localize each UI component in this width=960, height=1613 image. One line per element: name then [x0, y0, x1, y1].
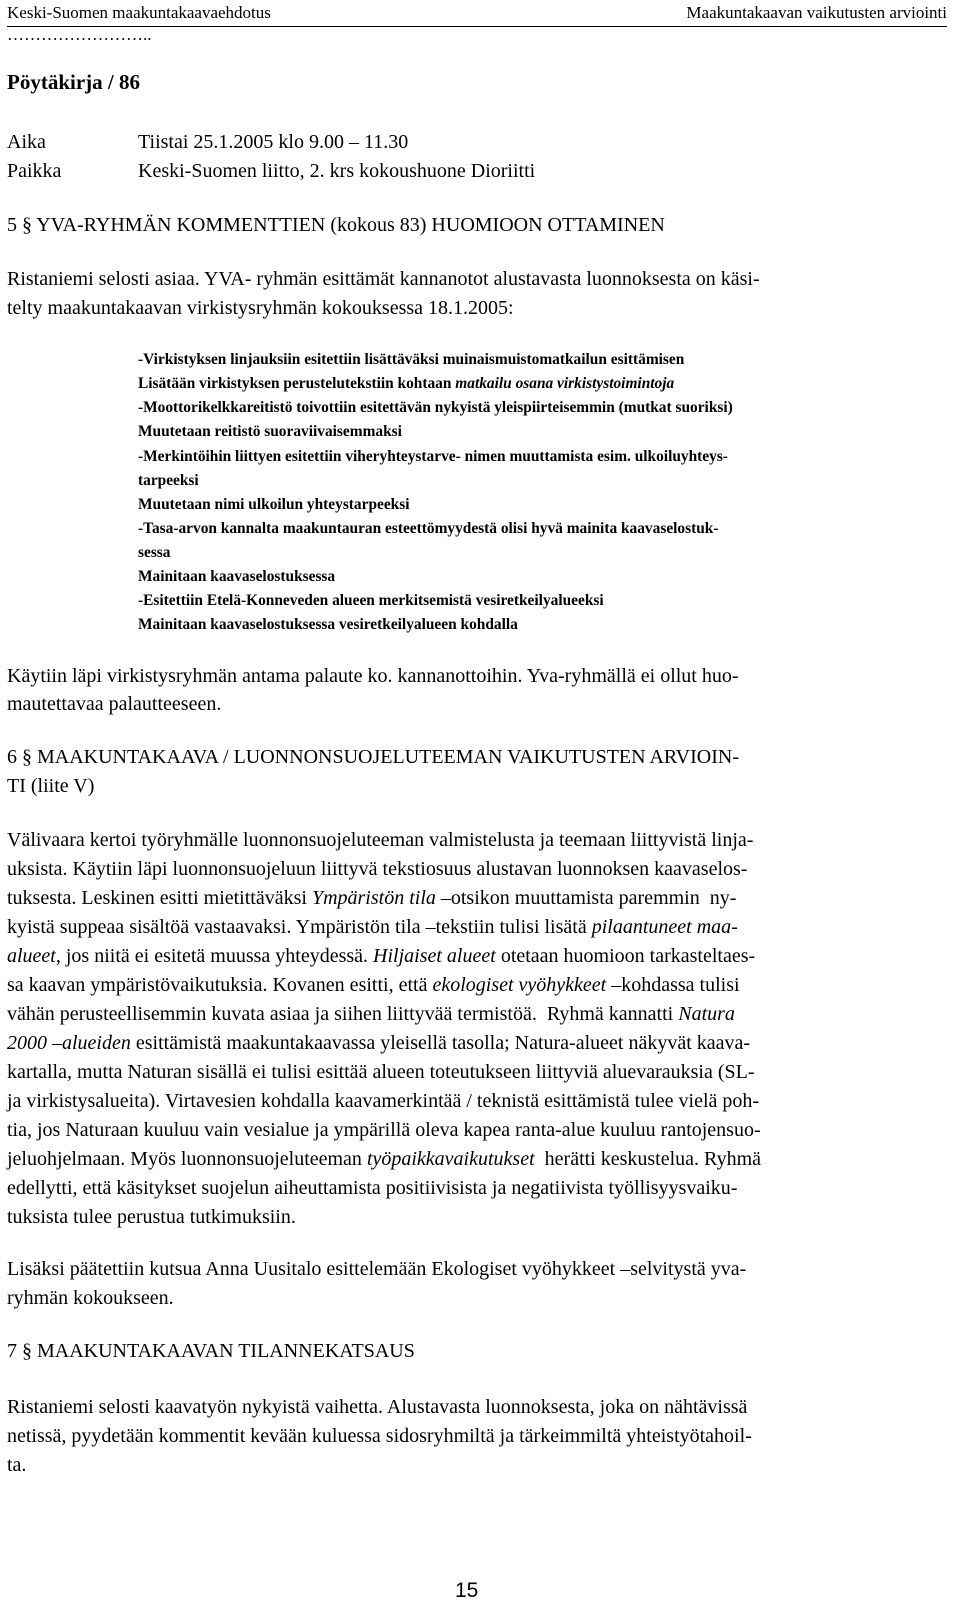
section-6-paragraph-2-line: Lisäksi päätettiin kutsua Anna Uusitalo esittelemään Ekologiset vyöhykkeet –selvitystä yva-	[7, 1258, 747, 1280]
list-line: Mainitaan kaavaselostuksessa	[138, 568, 336, 585]
section-5-heading: 5 § YVA-RYHMÄN KOMMENTTIEN (kokous 83) HUOMIOON OTTAMINEN	[7, 214, 665, 236]
meta-time-value: Tiistai 25.1.2005 klo 9.00 – 11.30	[138, 131, 409, 153]
list-line: -Virkistyksen linjauksiin esitettiin lisättäväksi muinaismuistomatkailun esittämisen	[138, 351, 685, 368]
section-6-line: tia, jos Naturaan kuuluu vain vesialue ja ympärillä oleva kapea ranta-alue kuuluu rantojensuo-	[7, 1119, 761, 1141]
document-title: Pöytäkirja / 86	[7, 70, 140, 94]
meta-time-label: Aika	[7, 131, 46, 153]
section-6-line: ja virkistysalueita). Virtavesien kohdalla kaavamerkintää / teknistä esittämistä tulee vielä poh-	[7, 1090, 760, 1112]
section-6-line: edellytti, että käsitykset suojelun aiheuttamista positiivisista ja negatiivista työllisyysvaiku-	[7, 1177, 738, 1199]
section-5-closing-line: Käytiin läpi virkistysryhmän antama palaute ko. kannanottoihin. Yva-ryhmällä ei ollut huo-	[7, 665, 739, 687]
section-7-heading: 7 § MAAKUNTAKAAVAN TILANNEKATSAUS	[7, 1340, 415, 1362]
list-line: -Merkintöihin liittyen esitettiin viheryhteystarve- nimen muuttamista esim. ulkoiluyhteys-	[138, 448, 728, 465]
section-6-line: vähän perusteellisemmin kuvata asiaa ja siihen liittyvää termistöä. Ryhmä kannatti Natura	[7, 1003, 735, 1025]
section-6-line: tuksista tulee perustua tutkimuksiin.	[7, 1206, 296, 1228]
section-6-line: 2000 –alueiden esittämistä maakuntakaavassa yleisellä tasolla; Natura-alueet näkyvät kaava-	[7, 1032, 751, 1054]
header-left: Keski-Suomen maakuntakaavaehdotus ……………………..	[7, 3, 271, 44]
list-line: Muutetaan nimi ulkoilun yhteystarpeeksi	[138, 496, 410, 513]
section-6-line: jeluohjelmaan. Myös luonnonsuojeluteeman työpaikkavaikutukset herätti keskustelua. Ryhmä	[7, 1148, 762, 1170]
list-line: tarpeeksi	[138, 472, 199, 489]
meta-place-label: Paikka	[7, 160, 62, 182]
section-6-line: alueet, jos niitä ei esitetä muussa yhteydessä. Hiljaiset alueet otetaan huomioon tarkasteltaes-	[7, 945, 756, 967]
running-header	[7, 2, 947, 44]
section-6-heading: TI (liite V)	[7, 775, 95, 797]
meta-place-value: Keski-Suomen liitto, 2. krs kokoushuone Dioriitti	[138, 160, 536, 182]
section-6-heading: 6 § MAAKUNTAKAAVA / LUONNONSUOJELUTEEMAN VAIKUTUSTEN ARVIOIN-	[7, 746, 739, 768]
list-line: -Tasa-arvon kannalta maakuntauran esteettömyydestä olisi hyvä mainita kaavaselostuk-	[138, 520, 719, 537]
section-7-line: Ristaniemi selosti kaavatyön nykyistä vaihetta. Alustavasta luonnoksesta, joka on nähtävissä	[7, 1396, 748, 1418]
section-6-paragraph-2-line: ryhmän kokoukseen.	[7, 1287, 174, 1309]
list-line: Lisätään virkistyksen perustelutekstiin kohtaan matkailu osana virkistystoimintoja	[138, 375, 675, 392]
section-5-intro-line: Ristaniemi selosti asiaa. YVA- ryhmän esittämät kannanotot alustavasta luonnoksesta on käsi-	[7, 268, 760, 290]
list-line: -Moottorikelkkareitistö toivottiin esitettävän nykyistä yleispiirteisemmin (mutkat suoriksi)	[138, 399, 733, 416]
section-6-line: uksista. Käytiin läpi luonnonsuojeluun liittyvä tekstiosuus alustavan luonnoksen kaavaselos-	[7, 858, 748, 880]
section-7-line: ta.	[7, 1454, 27, 1476]
section-5-intro-line: telty maakuntakaavan virkistysryhmän kokouksessa 18.1.2005:	[7, 297, 514, 319]
list-line: -Esitettiin Etelä-Konneveden alueen merkitsemistä vesiretkeilyalueeksi	[138, 592, 604, 609]
section-5-closing-line: mautettavaa palautteeseen.	[7, 693, 222, 715]
section-7-line: netissä, pyydetään kommentit kevään kuluessa sidosryhmiltä ja tärkeimmiltä yhteistyötahoil-	[7, 1425, 752, 1447]
section-6-line: sa kaavan ympäristövaikutuksia. Kovanen esitti, että ekologiset vyöhykkeet –kohdassa tulisi	[7, 974, 740, 996]
section-6-line: kyistä suppeaa sisältöä vastaavaksi. Ympäristön tila –tekstiin tulisi lisätä pilaantuneet maa-	[7, 916, 738, 938]
page-number: 15	[455, 1579, 479, 1602]
list-line: sessa	[138, 544, 171, 561]
header-right: Maakuntakaavan vaikutusten arviointi	[686, 3, 947, 22]
list-line: Muutetaan reitistö suoraviivaisemmaksi	[138, 423, 402, 440]
list-line: Mainitaan kaavaselostuksessa vesiretkeilyalueen kohdalla	[138, 616, 518, 633]
section-6-line: kartalla, mutta Naturan sisällä ei tulisi esittää alueen toteutukseen liittyviä aluevarauksia (SL-	[7, 1061, 755, 1083]
section-6-line: tuksesta. Leskinen esitti mietittäväksi Ympäristön tila –otsikon muuttamista paremmin ny-	[7, 887, 737, 909]
section-6-line: Välivaara kertoi työryhmälle luonnonsuojeluteeman valmistelusta ja teemaan liittyvistä linja-	[7, 829, 754, 851]
